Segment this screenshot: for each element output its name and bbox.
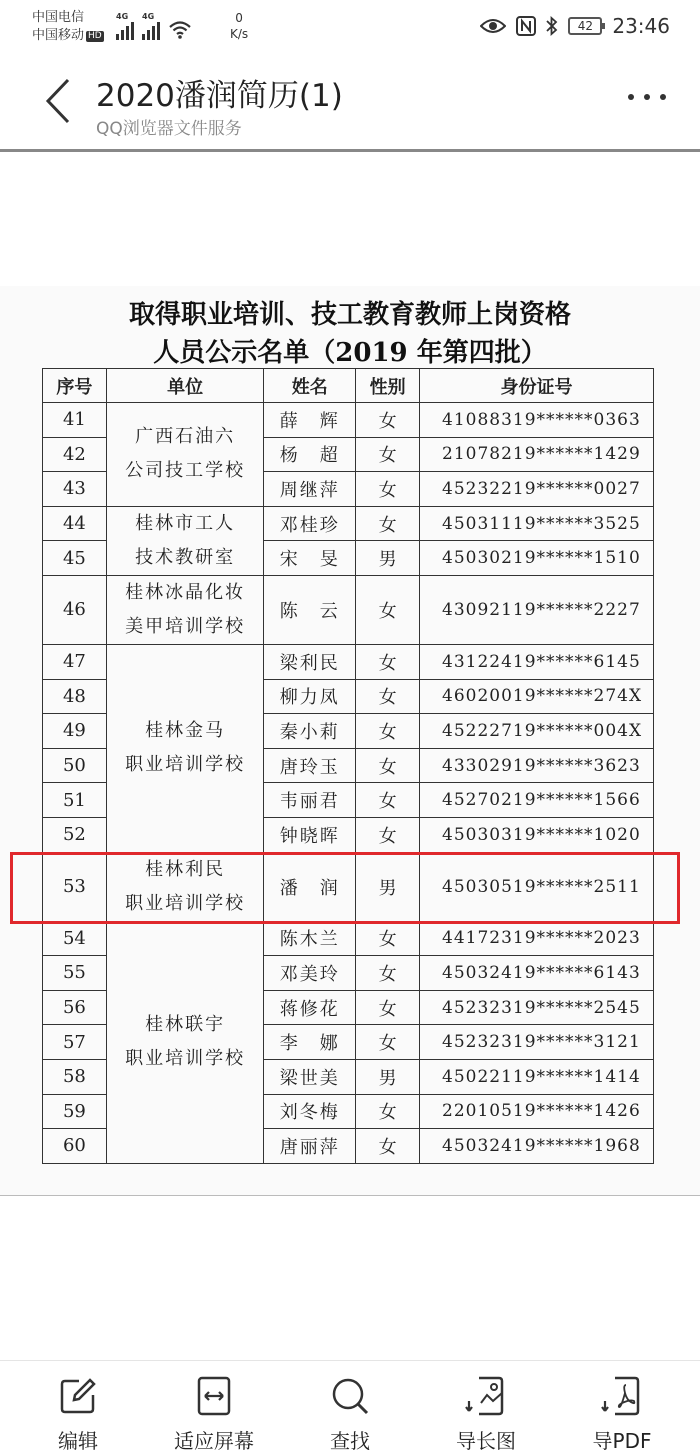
clock: 23:46	[612, 14, 670, 38]
name-cell: 韦丽君	[264, 783, 356, 818]
search-label: 查找	[330, 1429, 370, 1453]
status-bar	[0, 0, 700, 52]
id-number-cell: 45030219******1510	[420, 541, 654, 576]
unit-cell: 桂林市工人 技术教研室	[106, 506, 264, 575]
row-number: 53	[43, 852, 107, 921]
id-number-cell: 45232219******0027	[420, 472, 654, 507]
id-number-cell: 21078219******1429	[420, 437, 654, 472]
name-cell: 梁利民	[264, 644, 356, 679]
row-number: 51	[43, 783, 107, 818]
edit-icon	[57, 1375, 99, 1417]
unit-cell: 广西石油六 公司技工学校	[106, 403, 264, 507]
search-icon	[329, 1375, 371, 1417]
table-header-row	[43, 369, 654, 403]
row-number: 47	[43, 644, 107, 679]
gender-cell: 女	[356, 1025, 420, 1060]
edit-label: 编辑	[58, 1429, 98, 1453]
export-long-image-button[interactable]	[426, 1361, 546, 1454]
wifi-icon	[168, 20, 192, 40]
gender-cell: 女	[356, 921, 420, 956]
id-number-cell: 45030519******2511	[420, 852, 654, 921]
row-number: 50	[43, 748, 107, 783]
gender-cell: 男	[356, 541, 420, 576]
name-cell: 潘 润	[264, 852, 356, 921]
row-number: 42	[43, 437, 107, 472]
gender-cell: 女	[356, 714, 420, 749]
table-row	[43, 506, 654, 541]
name-cell: 秦小莉	[264, 714, 356, 749]
gender-cell: 女	[356, 437, 420, 472]
hd-badge: HD	[88, 31, 102, 41]
battery-icon: 42	[568, 17, 602, 35]
row-number: 59	[43, 1094, 107, 1129]
export-pdf-button[interactable]	[562, 1361, 682, 1454]
carrier-info	[32, 9, 104, 45]
column-header: 性别	[356, 369, 420, 403]
name-cell: 周继萍	[264, 472, 356, 507]
gender-cell: 女	[356, 679, 420, 714]
name-cell: 梁世美	[264, 1059, 356, 1094]
row-number: 56	[43, 990, 107, 1025]
name-cell: 杨 超	[264, 437, 356, 472]
gender-cell: 女	[356, 575, 420, 644]
id-number-cell: 41088319******0363	[420, 403, 654, 438]
signal-2-icon	[142, 14, 160, 40]
column-header: 身份证号	[420, 369, 654, 403]
table-row	[43, 921, 654, 956]
row-number: 58	[43, 1059, 107, 1094]
pdf-icon	[601, 1375, 643, 1417]
document-view[interactable]	[0, 286, 700, 1196]
id-number-cell: 22010519******1426	[420, 1094, 654, 1129]
id-number-cell: 45270219******1566	[420, 783, 654, 818]
export-pdf-label: 导PDF	[592, 1429, 652, 1453]
gender-cell: 女	[356, 1129, 420, 1164]
network-speed	[230, 10, 248, 42]
table-row	[43, 403, 654, 438]
name-cell: 宋 旻	[264, 541, 356, 576]
id-number-cell: 45232319******3121	[420, 1025, 654, 1060]
id-number-cell: 45032419******6143	[420, 956, 654, 991]
gender-cell: 女	[356, 506, 420, 541]
row-number: 49	[43, 714, 107, 749]
gender-cell: 女	[356, 644, 420, 679]
gender-cell: 女	[356, 1094, 420, 1129]
row-number: 55	[43, 956, 107, 991]
bottom-toolbar	[0, 1360, 700, 1454]
row-number: 43	[43, 472, 107, 507]
row-number: 60	[43, 1129, 107, 1164]
signal-1-icon	[116, 14, 134, 40]
search-button[interactable]	[290, 1361, 410, 1454]
name-cell: 钟晓晖	[264, 817, 356, 852]
id-number-cell: 46020019******274X	[420, 679, 654, 714]
name-cell: 唐丽萍	[264, 1129, 356, 1164]
name-cell: 李 娜	[264, 1025, 356, 1060]
row-number: 54	[43, 921, 107, 956]
unit-cell: 桂林联宇 职业培训学校	[106, 921, 264, 1163]
fit-screen-button[interactable]	[154, 1361, 274, 1454]
id-number-cell: 45032419******1968	[420, 1129, 654, 1164]
name-cell: 陈 云	[264, 575, 356, 644]
fit-screen-icon	[193, 1375, 235, 1417]
edit-button[interactable]	[18, 1361, 138, 1454]
gender-cell: 女	[356, 783, 420, 818]
id-number-cell: 45030319******1020	[420, 817, 654, 852]
id-number-cell: 45022119******1414	[420, 1059, 654, 1094]
gender-cell: 女	[356, 990, 420, 1025]
gender-cell: 女	[356, 472, 420, 507]
gender-cell: 女	[356, 956, 420, 991]
app-header	[0, 52, 700, 152]
row-number: 46	[43, 575, 107, 644]
column-header: 姓名	[264, 369, 356, 403]
carrier-2: 中国移动	[32, 28, 85, 43]
row-number: 44	[43, 506, 107, 541]
gender-cell: 女	[356, 817, 420, 852]
name-cell: 刘冬梅	[264, 1094, 356, 1129]
unit-cell: 桂林利民 职业培训学校	[106, 852, 264, 921]
speed-unit: K/s	[230, 27, 249, 41]
id-number-cell: 43122419******6145	[420, 644, 654, 679]
name-cell: 邓桂珍	[264, 506, 356, 541]
id-number-cell: 44172319******2023	[420, 921, 654, 956]
name-cell: 唐玲玉	[264, 748, 356, 783]
gender-cell: 女	[356, 748, 420, 783]
network-type-2: 4G	[142, 12, 155, 21]
page-subtitle: QQ浏览器文件服务	[96, 119, 242, 139]
column-header: 序号	[43, 369, 107, 403]
eye-icon	[480, 18, 506, 34]
id-number-cell: 45031119******3525	[420, 506, 654, 541]
row-number: 52	[43, 817, 107, 852]
row-number: 57	[43, 1025, 107, 1060]
signal-indicators	[116, 14, 192, 40]
name-cell: 蒋修花	[264, 990, 356, 1025]
name-cell: 陈木兰	[264, 921, 356, 956]
personnel-table	[42, 368, 654, 1164]
row-number: 45	[43, 541, 107, 576]
network-type-1: 4G	[116, 12, 129, 21]
row-number: 48	[43, 679, 107, 714]
id-number-cell: 45222719******004X	[420, 714, 654, 749]
name-cell: 薛 辉	[264, 403, 356, 438]
id-number-cell: 43302919******3623	[420, 748, 654, 783]
name-cell: 邓美玲	[264, 956, 356, 991]
unit-cell: 桂林冰晶化妆 美甲培训学校	[106, 575, 264, 644]
status-right	[480, 14, 670, 38]
gender-cell: 女	[356, 403, 420, 438]
carrier-1: 中国电信	[32, 10, 85, 25]
table-row	[43, 575, 654, 644]
id-number-cell: 45232319******2545	[420, 990, 654, 1025]
id-number-cell: 43092119******2227	[420, 575, 654, 644]
gender-cell: 男	[356, 852, 420, 921]
table-row	[43, 644, 654, 679]
nfc-icon	[516, 16, 536, 36]
speed-value: 0	[235, 11, 243, 25]
name-cell: 柳力凤	[264, 679, 356, 714]
gender-cell: 男	[356, 1059, 420, 1094]
row-number: 41	[43, 403, 107, 438]
page-title: 2020潘润简历(1)	[96, 78, 343, 114]
back-arrow-icon[interactable]	[40, 76, 80, 126]
document-title-line1: 取得职业培训、技工教育教师上岗资格	[128, 300, 571, 330]
export-long-image-label: 导长图	[456, 1429, 516, 1453]
column-header: 单位	[106, 369, 264, 403]
more-options-icon[interactable]	[628, 94, 666, 100]
bluetooth-icon	[546, 16, 558, 36]
table-row	[43, 852, 654, 921]
unit-cell: 桂林金马 职业培训学校	[106, 644, 264, 852]
document-title-line2: 人员公示名单（2019 年第四批）	[153, 338, 547, 368]
fit-screen-label: 适应屏幕	[174, 1429, 254, 1453]
long-image-icon	[465, 1375, 507, 1417]
